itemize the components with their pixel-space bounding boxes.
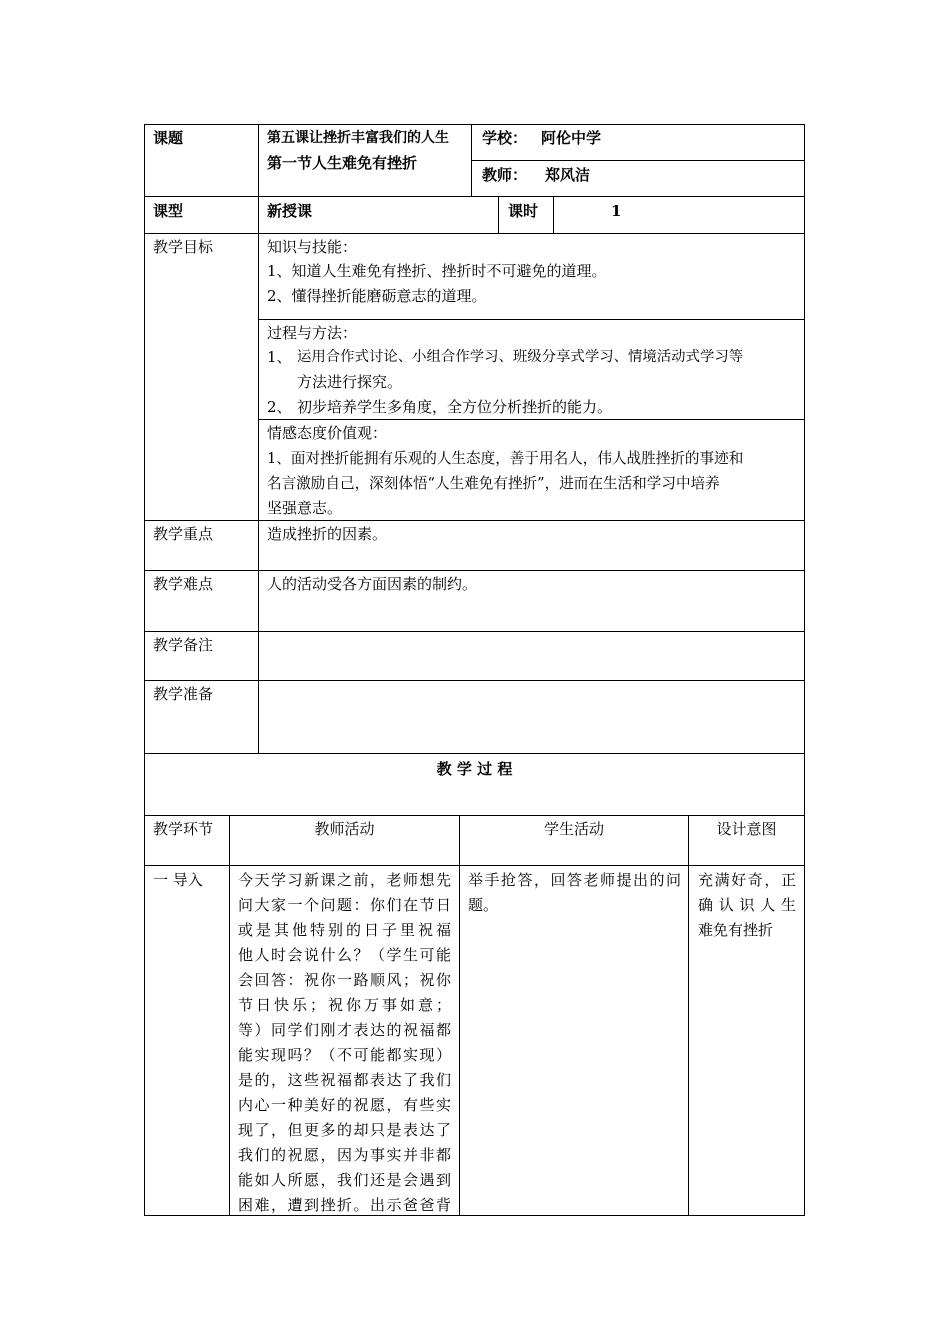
key-point-value: 造成挫折的因素。 (267, 525, 388, 543)
teacher-line: 困难，遭到挫折。出示爸爸背 (238, 1196, 451, 1214)
table-rule (688, 815, 689, 1216)
table-border-right (804, 124, 805, 1216)
type-label: 课型 (153, 202, 184, 220)
attitude-line: 名言激励自己，深刻体悟“人生难免有挫折”，进而在生活和学习中培养 (267, 475, 720, 492)
teacher-line: 我们的祝愿，因为事实并非都 (238, 1146, 451, 1164)
knowledge-heading: 知识与技能： (267, 238, 358, 256)
intent-line: 充满好奇，正 (698, 871, 796, 889)
col-header-stage: 教学环节 (153, 820, 214, 838)
table-rule (471, 160, 805, 161)
teacher-label: 教师： (482, 166, 528, 184)
lesson-label: 课题 (153, 129, 184, 147)
lesson-title-line1: 第五课让挫折丰富我们的人生 (267, 130, 449, 146)
process-item2-number: 2、 (267, 398, 292, 416)
school-label: 学校： (482, 129, 528, 147)
table-rule (144, 631, 805, 632)
teacher-line: 会回答：祝你一路顺风；祝你 (238, 971, 451, 989)
difficulty-label: 教学难点 (153, 575, 214, 593)
teacher-line: 是的，这些祝福都表达了我们 (238, 1071, 451, 1089)
teacher-line: 今天学习新课之前，老师想先 (238, 871, 451, 889)
teacher-value: 郑风洁 (545, 166, 591, 184)
notes-label: 教学备注 (153, 636, 214, 654)
key-point-label: 教学重点 (153, 525, 214, 543)
intro-design-intent (698, 868, 796, 943)
hours-value: 1 (611, 202, 622, 220)
teacher-line: 或是其他特别的日子里祝福 (238, 921, 451, 939)
lesson-title-line2: 第一节人生难免有挫折 (267, 154, 418, 172)
intro-student-activity (468, 868, 681, 918)
table-rule (144, 233, 805, 234)
knowledge-item: 1、知道人生难免有挫折、挫折时不可避免的道理。 (267, 262, 607, 280)
attitude-line: 坚强意志。 (267, 499, 343, 517)
process-item1-number: 1、 (267, 348, 292, 366)
teacher-line: 现了，但更多的却只是表达了 (238, 1121, 451, 1139)
objectives-label: 教学目标 (153, 238, 214, 256)
table-rule (553, 196, 554, 234)
difficulty-value: 人的活动受各方面因素的制约。 (267, 575, 478, 593)
table-rule (144, 753, 805, 754)
student-line: 举手抢答，回答老师提出的问 (468, 871, 681, 889)
table-rule (144, 196, 805, 197)
intent-line: 难免有挫折 (698, 921, 774, 939)
table-rule (144, 570, 805, 571)
table-rule (144, 815, 805, 816)
school-value: 阿伦中学 (541, 129, 602, 147)
process-item1-line2: 方法进行探究。 (297, 373, 403, 391)
col-header-student: 学生活动 (543, 820, 604, 838)
teacher-line: 节日快乐；祝你万事如意； (238, 996, 451, 1014)
table-rule (144, 520, 805, 521)
teacher-line: 能如人所愿，我们还是会遇到 (238, 1171, 451, 1189)
teacher-line: 他人时会说什么？（学生可能 (238, 946, 451, 964)
teacher-line: 能实现吗？（不可能都实现） (238, 1046, 451, 1064)
intro-teacher-activity (238, 868, 451, 1218)
process-item2-text: 初步培养学生多角度，全方位分析挫折的能力。 (297, 398, 613, 416)
table-rule (471, 124, 472, 197)
table-rule (459, 815, 460, 1216)
process-heading: 过程与方法： (267, 324, 358, 342)
attitude-line: 1、面对挫折能拥有乐观的人生态度，善于用名人，伟人战胜挫折的事迹和 (267, 450, 744, 467)
student-line: 题。 (468, 896, 499, 914)
table-rule (144, 124, 805, 125)
knowledge-item: 2、懂得挫折能磨砺意志的道理。 (267, 287, 487, 305)
process-item1-line1: 运用合作式讨论、小组合作学习、班级分享式学习、情境活动式学习等 (297, 349, 744, 365)
col-header-intent: 设计意图 (716, 820, 777, 838)
teacher-line: 问大家一个问题：你们在节日 (238, 896, 451, 914)
table-border-left (144, 124, 145, 1216)
col-header-teacher: 教师活动 (314, 820, 375, 838)
table-rule (258, 319, 805, 320)
teacher-line: 内心一种美好的祝愿，有些实 (238, 1096, 451, 1114)
table-rule (144, 680, 805, 681)
type-value: 新授课 (267, 202, 313, 220)
attitude-heading: 情感态度价值观： (267, 424, 388, 442)
table-rule (144, 865, 805, 866)
intent-line: 确认识人生 (698, 896, 796, 914)
table-rule (258, 124, 259, 754)
intro-stage: 一 导入 (153, 871, 203, 889)
hours-label: 课时 (508, 202, 539, 220)
table-rule (229, 815, 230, 1216)
teacher-line: 等）同学们刚才表达的祝福都 (238, 1021, 451, 1039)
table-rule (498, 196, 499, 234)
process-title: 教 学 过 程 (436, 760, 513, 778)
preparation-label: 教学准备 (153, 685, 214, 703)
